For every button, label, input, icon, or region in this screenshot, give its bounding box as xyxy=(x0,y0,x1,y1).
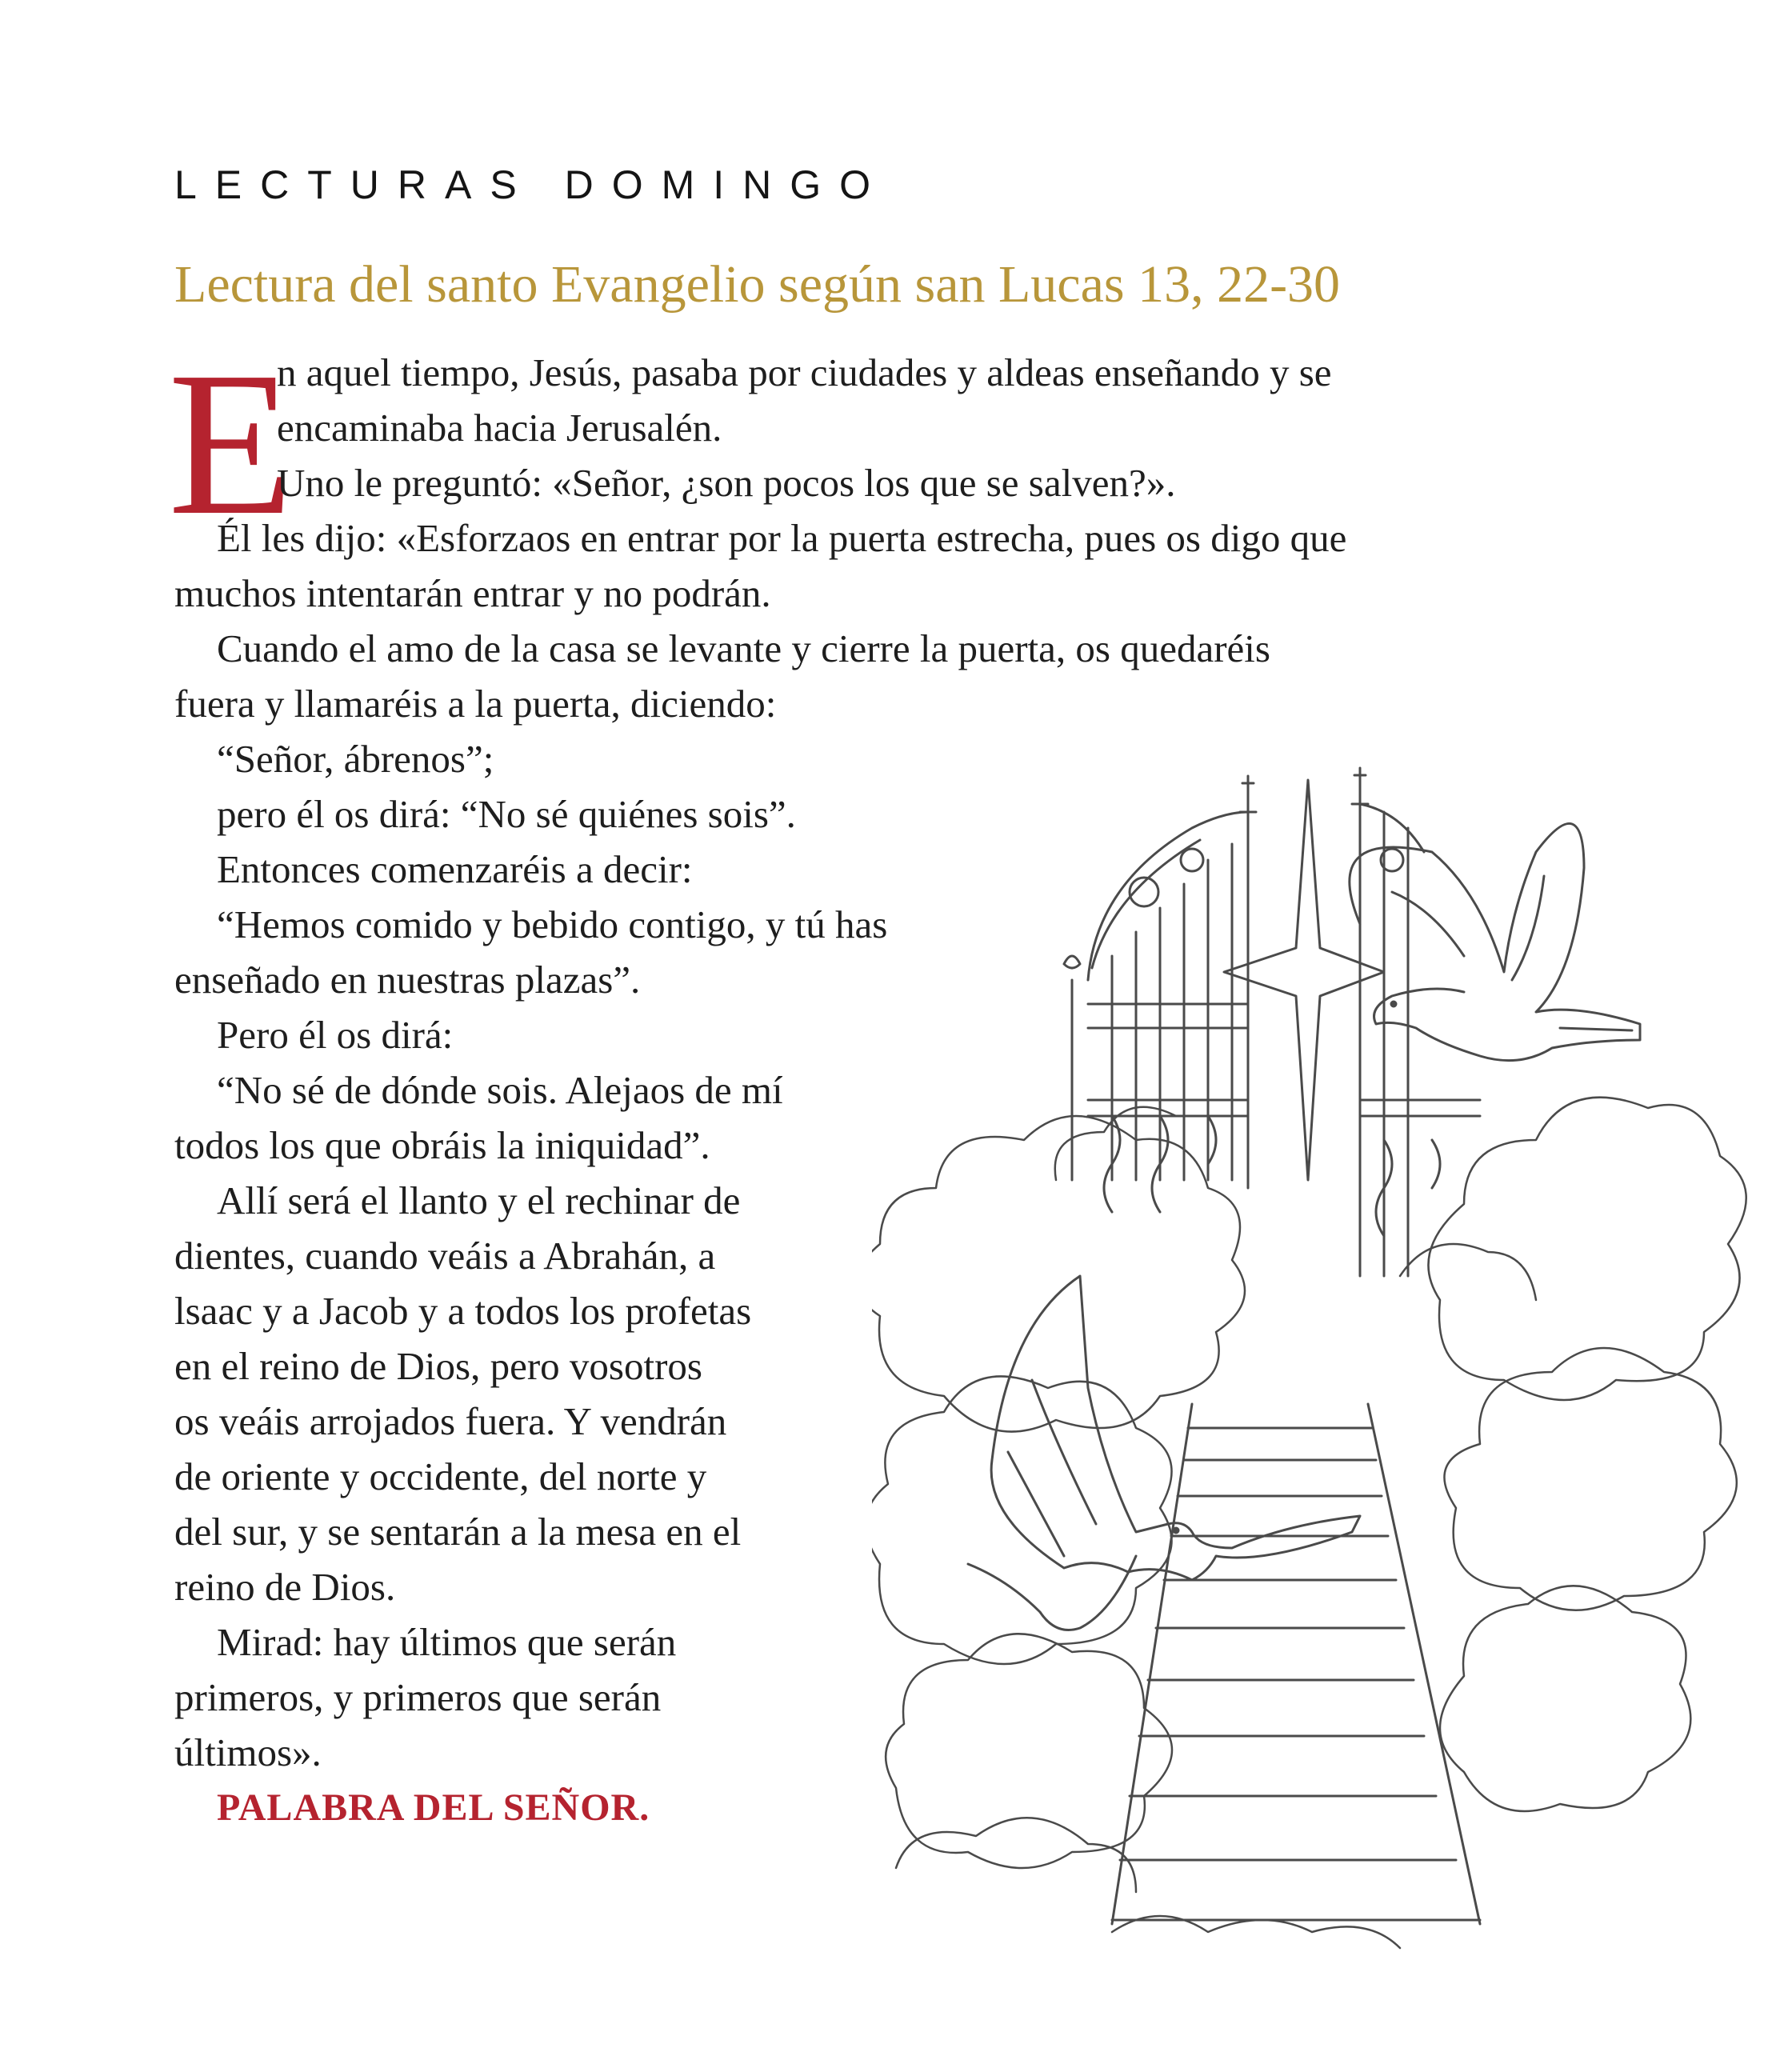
text-line: pero él os dirá: “No sé quiénes sois”. xyxy=(217,792,796,836)
text-line: de oriente y occidente, del norte y xyxy=(174,1454,707,1498)
text-line: Mirad: hay últimos que serán xyxy=(217,1620,677,1664)
clouds xyxy=(872,1098,1746,1948)
text-line: “Señor, ábrenos”; xyxy=(217,737,494,781)
reading-title: Lectura del santo Evangelio según san Lucas 13, 22-30 xyxy=(174,255,1341,314)
closing-acclamation: PALABRA DEL SEÑOR. xyxy=(217,1786,650,1829)
gate-right xyxy=(1352,768,1480,1276)
text-line: Pero él os dirá: xyxy=(217,1013,454,1057)
dove-icon xyxy=(1350,823,1640,1060)
text-line: todos los que obráis la iniquidad”. xyxy=(174,1123,710,1167)
text-line: Allí será el llanto y el rechinar de xyxy=(217,1178,741,1222)
stairway xyxy=(1112,1404,1480,1924)
text-line: lsaac y a Jacob y a todos los profetas xyxy=(174,1289,752,1333)
text-line: encaminaba hacia Jerusalén. xyxy=(277,406,722,450)
text-line: “No sé de dónde sois. Alejaos de mí xyxy=(217,1068,783,1112)
heaven-gates-illustration xyxy=(872,764,1752,1960)
text-line: Él les dijo: «Esforzaos en entrar por la puerta estrecha, pues os digo que xyxy=(217,516,1347,560)
text-line: primeros, y primeros que serán xyxy=(174,1675,662,1719)
text-line: últimos». xyxy=(174,1730,322,1774)
gate-left xyxy=(1064,776,1256,1212)
text-line: enseñado en nuestras plazas”. xyxy=(174,958,641,1002)
text-line: dientes, cuando veáis a Abrahán, a xyxy=(174,1234,716,1278)
text-line: os veáis arrojados fuera. Y vendrán xyxy=(174,1399,727,1443)
text-line: reino de Dios. xyxy=(174,1565,396,1609)
text-line: Uno le preguntó: «Señor, ¿son pocos los que se salven?». xyxy=(277,461,1176,505)
text-line: n aquel tiempo, Jesús, pasaba por ciudades y aldeas enseñando y se xyxy=(277,350,1332,394)
dove-icon xyxy=(968,1276,1360,1630)
text-line: Entonces comenzaréis a decir: xyxy=(217,847,693,891)
text-line: “Hemos comido y bebido contigo, y tú has xyxy=(217,902,888,946)
text-line: muchos intentarán entrar y no podrán. xyxy=(174,571,771,615)
text-line: del sur, y se sentarán a la mesa en el xyxy=(174,1510,742,1554)
drop-cap: E xyxy=(168,329,294,558)
text-line: fuera y llamaréis a la puerta, diciendo: xyxy=(174,682,777,726)
text-line: Cuando el amo de la casa se levante y cierre la puerta, os quedaréis xyxy=(217,626,1270,670)
text-line: en el reino de Dios, pero vosotros xyxy=(174,1344,702,1388)
section-label: LECTURAS DOMINGO xyxy=(174,162,890,207)
